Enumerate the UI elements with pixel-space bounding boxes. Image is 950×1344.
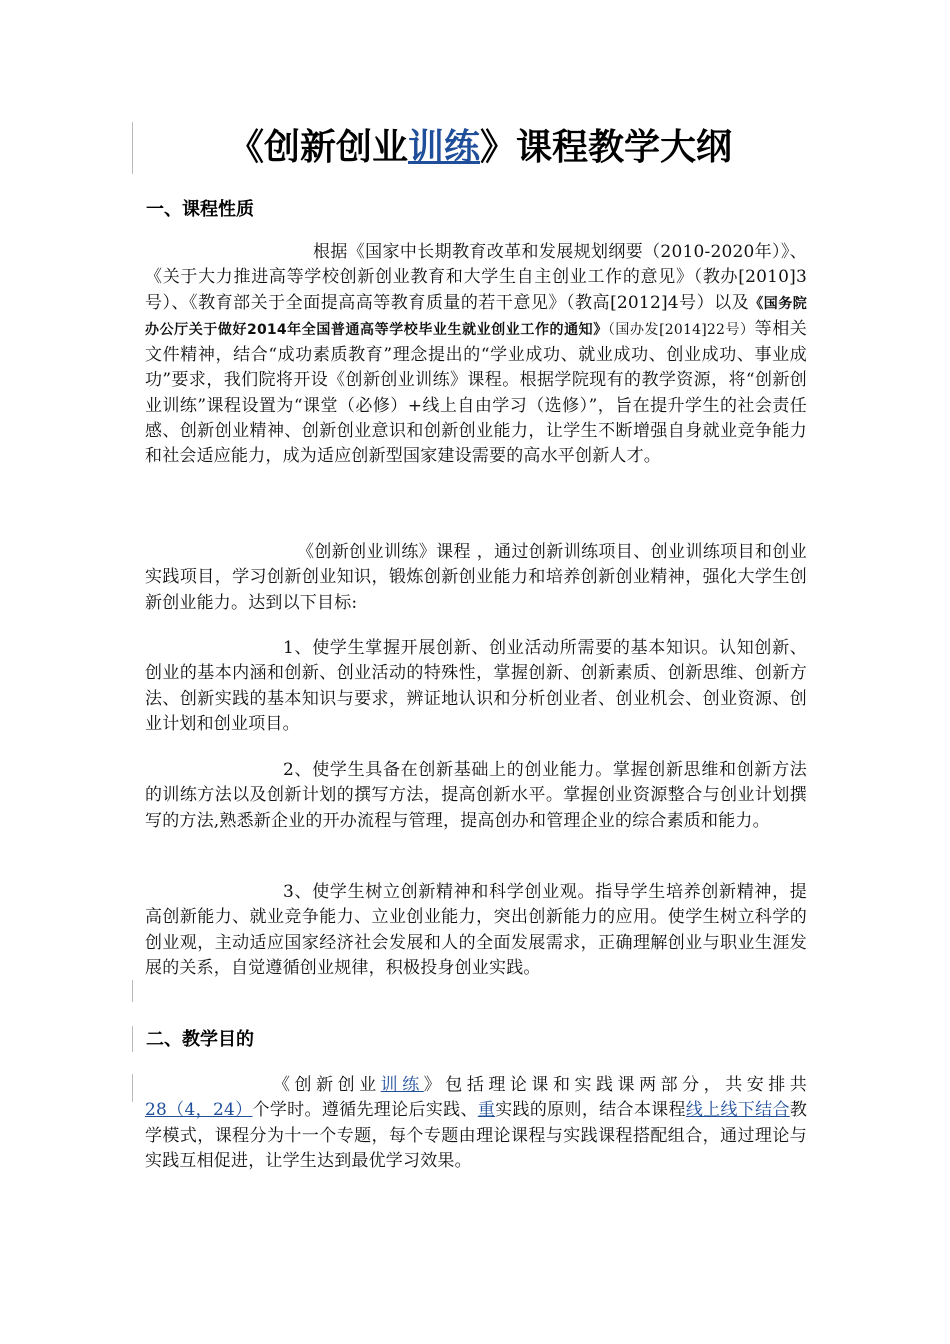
margin-marker — [132, 122, 133, 174]
paragraph-goal-3: 3、使学生树立创新精神和科学创业观。指导学生培养创新精神，提高创新能力、就业竞争能力、立业创业能力，突出创新能力的应用。使学生树立科学的创业观，主动适应国家经济社会发展和人的全面发展需求，正确理解创业与职业生涯发展的关系，自觉遵循创业规律，积极投身创业实践。 — [145, 882, 807, 978]
title-prefix: 《创新创业 — [227, 127, 408, 168]
purpose-link-emphasis[interactable]: 重 — [477, 1100, 496, 1121]
basis-text-d: 等相关文件精神，结合“成功素质教育”理念提出的“学业成功、就业成功、创业成功、事业成功”要求，我们院将开设《创新创业训练》课程。根据学院现有的教学资源，将“创新创业训练”课程设置为“课堂（必修）+线上自由学习（选修）”，旨在提升学生的社会责任感、创新创业精神、创新创业意识和创新创业能力，让学生不断增强自身就业竞争能力和社会适应能力，成为适应创新型国家建设需要的高水平创新人才。 — [145, 318, 807, 467]
basis-notice-ref: （国办发[2014]22号） — [607, 321, 755, 338]
paragraph-goal-1: 1、使学生掌握开展创新、创业活动所需要的基本知识。认知创新、创业的基本内涵和创新、创业活动的特殊性，掌握创新、创新素质、创新思维、创新方法、创新实践的基本知识与要求，辨证地认识和分析创业者、创业机会、创业资源、创业计划和创业项目。 — [145, 638, 807, 734]
paragraph-teaching-purpose — [145, 1073, 807, 1174]
title-suffix: 》课程教学大纲 — [480, 127, 733, 168]
basis-text-a: 根据《国家中长期教育改革和发展规划纲要（2010-2020年）》、《关于大力推进高等学校创新创业教育和大学生自主创业工作的意见》（教办[2010]3号）、《教育部关于全面提高高等教育质量的若干意见》（教高[2012]4号）以及 — [145, 242, 807, 313]
paragraph-basis — [145, 240, 807, 470]
document-title — [140, 118, 820, 178]
title-link[interactable]: 训练 — [407, 127, 480, 168]
purpose-link-hours[interactable]: 28（4，24） — [145, 1100, 253, 1121]
basis-notice-title: 《国务院办公厅关于做好2014年全国普通高等学校毕业生就业创业工作的通知》 — [145, 295, 807, 338]
purpose-text-a: 《创新创业 — [273, 1075, 381, 1095]
section-heading-purpose: 二、教学目的 — [146, 1029, 254, 1050]
margin-marker — [132, 1074, 133, 1102]
paragraph-course-overview: 《创新创业训练》课程 ，通过创新训练项目、创业训练项目和创业实践项目，学习创新创业知识，锻炼创新创业能力和培养创新创业精神，强化大学生创新创业能力。达到以下目标: — [145, 542, 807, 613]
margin-marker — [132, 980, 133, 1002]
purpose-text-b: 》包括理论课和实践课两部分，共安排共 — [423, 1075, 808, 1095]
purpose-link-training[interactable]: 训练 — [380, 1075, 424, 1095]
purpose-text-c: 个学时。遵循先理论后实践、 — [252, 1100, 478, 1121]
paragraph-goal-2: 2、使学生具备在创新基础上的创业能力。掌握创新思维和创新方法的训练方法以及创新计划的撰写方法，提高创新水平。掌握创业资源整合与创业计划撰写的方法,熟悉新企业的开办流程与管理，提高创办和管理企业的综合素质和能力。 — [145, 760, 807, 831]
purpose-link-blended[interactable]: 线上线下结合 — [685, 1100, 790, 1121]
section-heading-nature: 一、课程性质 — [146, 199, 254, 220]
purpose-text-e: 教学模式，课程分为十一个专题，每个专题由理论课程与实践课程搭配组合，通过理论与实践互相促进，让学生达到最优学习效果。 — [145, 1100, 808, 1171]
margin-marker — [132, 1026, 133, 1052]
purpose-text-d: 实践的原则，结合本课程 — [495, 1100, 686, 1121]
